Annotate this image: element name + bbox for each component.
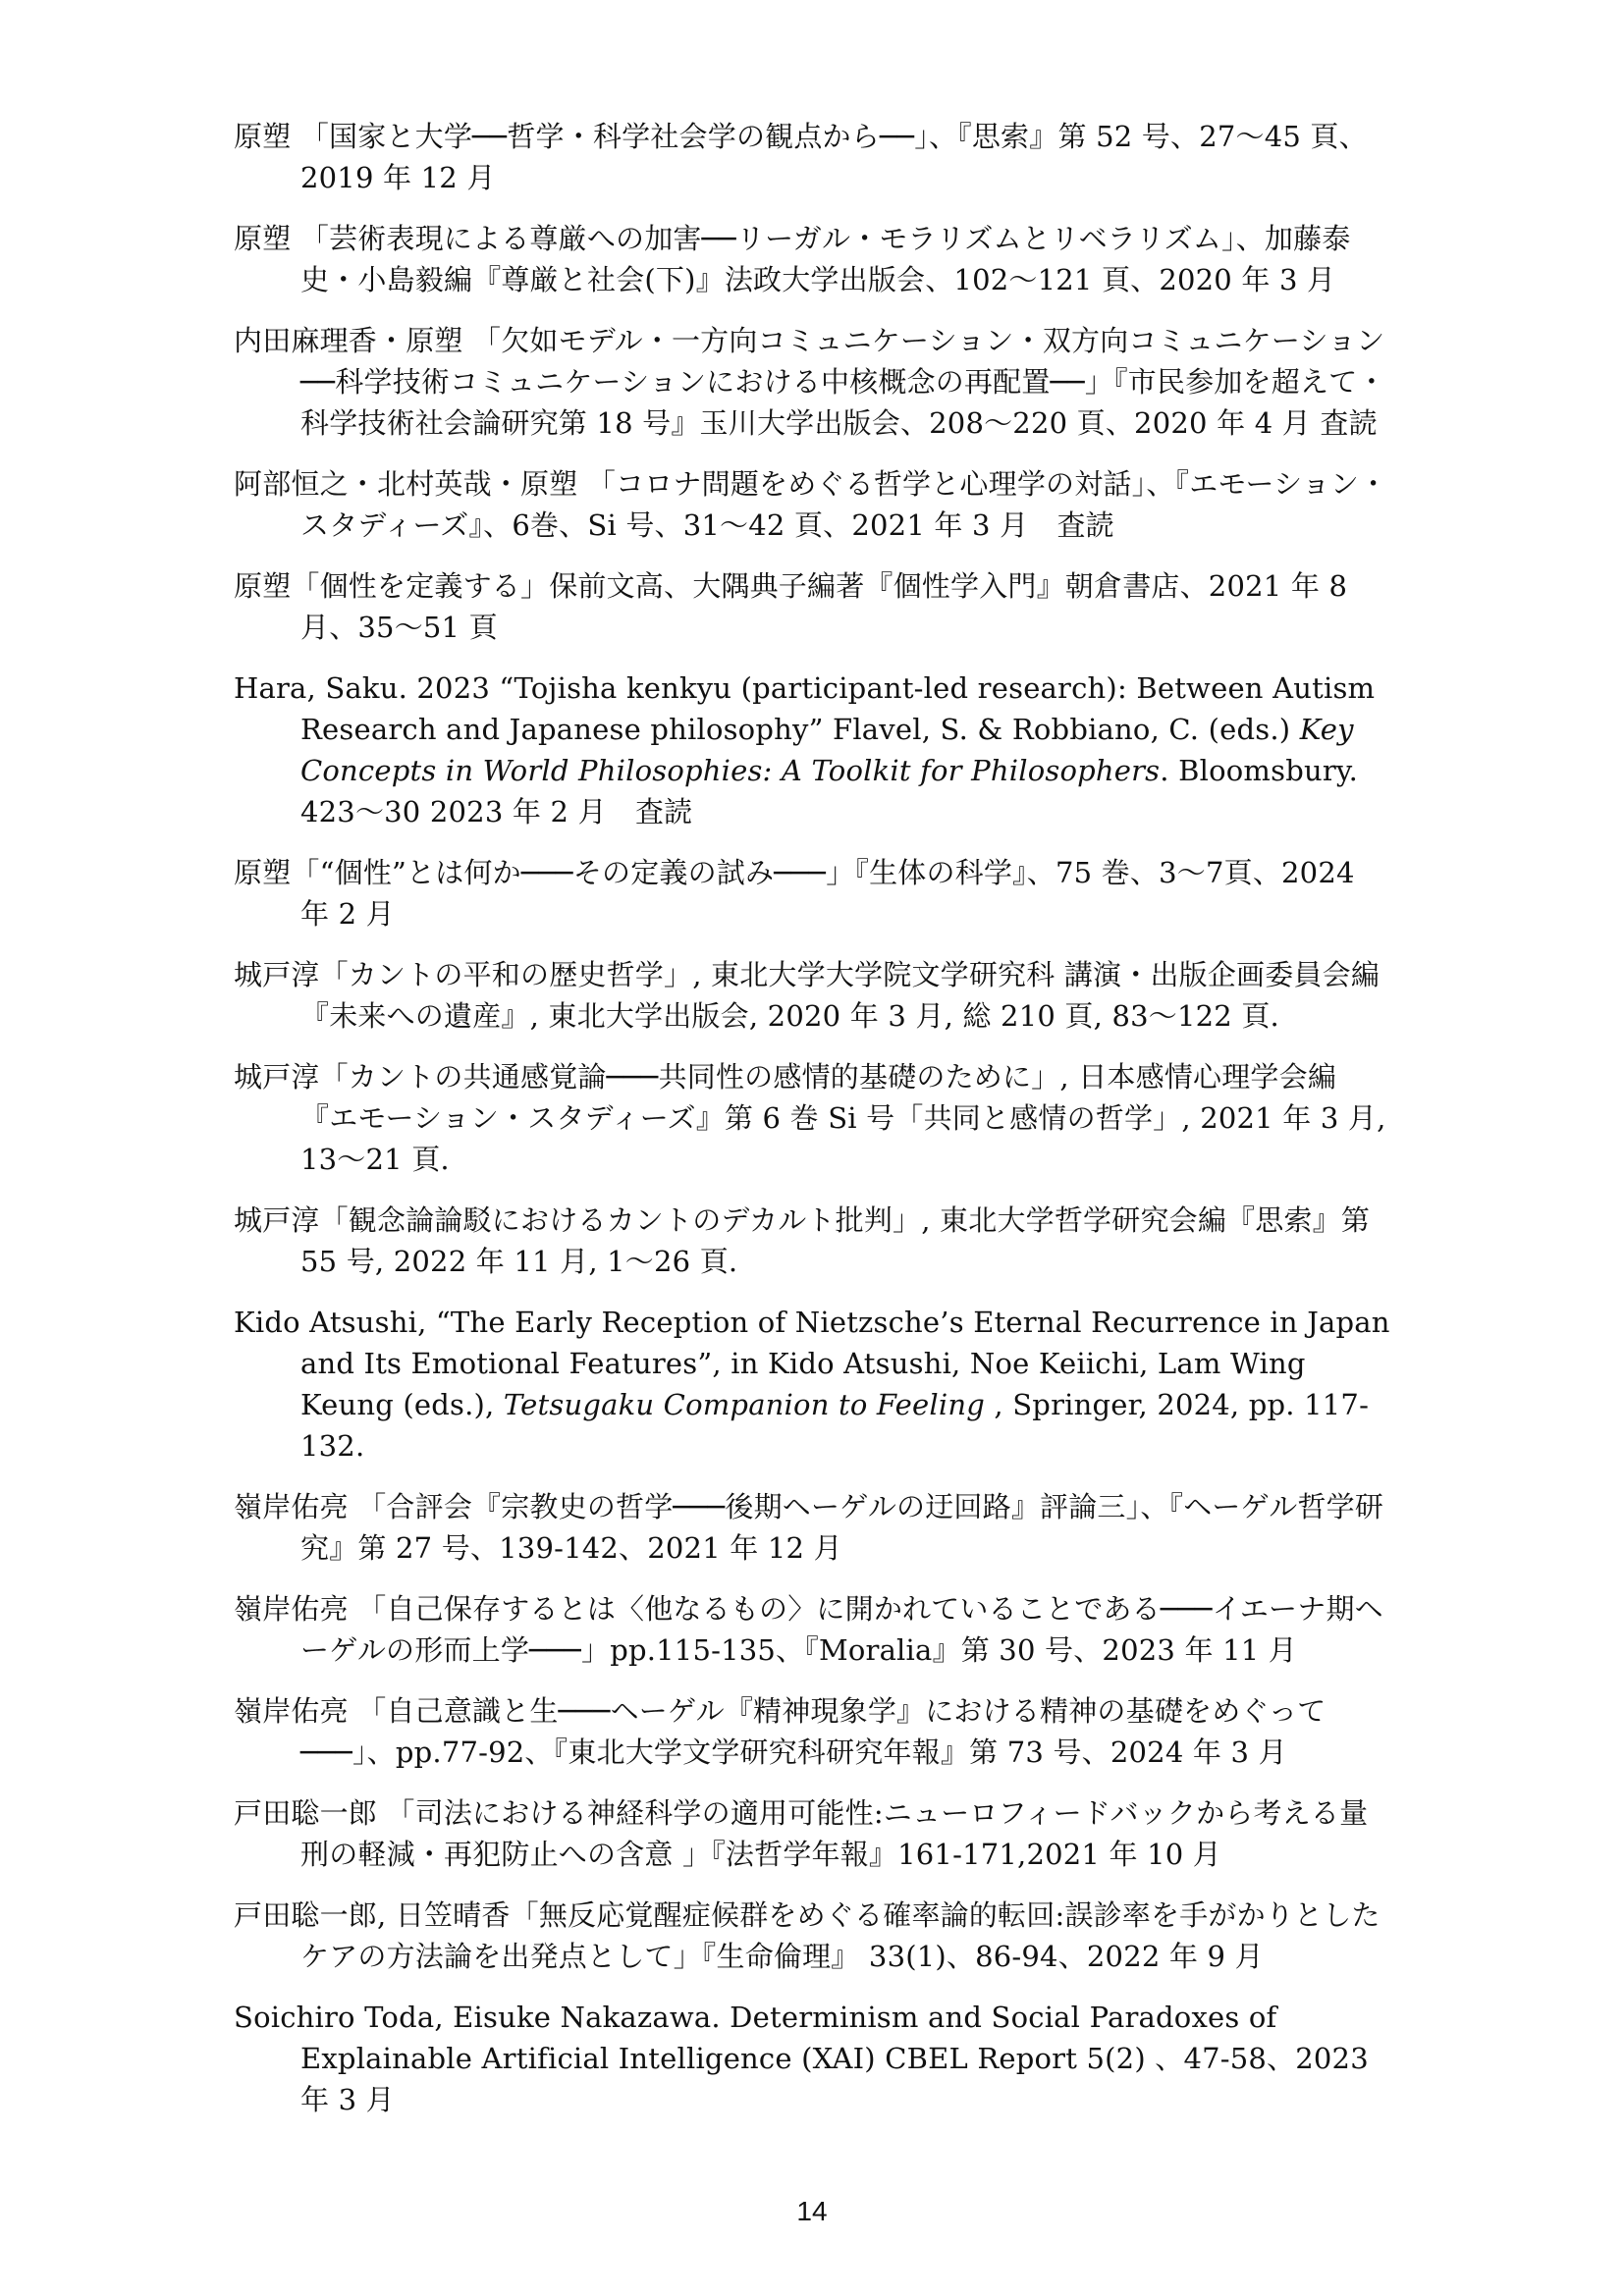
bibliography-entry: 阿部恒之・北村英哉・原塑 「コロナ問題をめぐる哲学と心理学の対話」、『エモーション・スタディーズ』、6巻、Si 号、31〜42 頁、2021 年 3 月 査読 [234,467,1388,542]
bibliography-entry: 原塑「個性を定義する」保前文高、大隅典子編著『個性学入門』朝倉書店、2021 年 8 月、35〜51 頁 [234,569,1348,644]
book-title: Tetsugaku Companion to Feeling [503,1388,985,1421]
bibliography-entry: 城戸淳「カントの共通感覚論───共同性の感情的基礎のために」, 日本感情心理学会編『エモーション・スタディーズ』第 6 巻 Si 号「共同と感情の哲学」, 2021 年 3 月, 13〜21 頁. [234,1060,1386,1176]
bibliography-list [234,116,1392,2140]
bibliography-entry: 嶺岸佑亮 「自己保存するとは〈他なるもの〉に開かれていることである───イエーナ期ヘーゲルの形而上学───」pp.115-135、『Moralia』第 30 号、2023 年 11 月 [234,1592,1383,1667]
page-number: 14 [796,2196,828,2226]
bibliography-entry: 城戸淳「観念論論駁におけるカントのデカルト批判」, 東北大学哲学研究会編『思索』第 55 号, 2022 年 11 月, 1〜26 頁. [234,1203,1371,1278]
bibliography-entry: Kido Atsushi, “The Early Reception of Nietzsche’s Eternal Recurrence in Japan and Its Emotional Features”, in Kido Atsushi, Noe Keiichi, Lam Wing Keung (eds.), Tetsugaku Companion to Feeling , Springer, 2024, pp. 117-132. [234,1306,1390,1463]
bibliography-entry: 城戸淳「カントの平和の歴史哲学」, 東北大学大学院文学研究科 講演・出版企画委員会編『未来への遺産』, 東北大学出版会, 2020 年 3 月, 総 210 頁, 83〜122 頁. [234,958,1380,1033]
bibliography-entry: 原塑 「国家と大学──哲学・科学社会学の観点から──」、『思索』第 52 号、27〜45 頁、2019 年 12 月 [234,120,1368,194]
bibliography-entry: 原塑「“個性”とは何か───その定義の試み───」『生体の科学』、75 巻、3〜7頁、2024 年 2 月 [234,856,1355,931]
bibliography-entry: 戸田聡一郎 「司法における神経科学の適用可能性:ニューロフィードバックから考える量刑の軽減・再犯防止への含意 」『法哲学年報』161-171,2021 年 10 月 [234,1796,1369,1871]
book-title: Key Concepts in World Philosophies: A Toolkit for Philosophers [300,713,1354,787]
bibliography-entry: 嶺岸佑亮 「合評会『宗教史の哲学───後期ヘーゲルの迂回路』評論三」、『ヘーゲル哲学研究』第 27 号、139-142、2021 年 12 月 [234,1490,1384,1565]
bibliography-entry: 内田麻理香・原塑 「欠如モデル・一方向コミュニケーション・双方向コミュニケーション──科学技術コミュニケーションにおける中核概念の再配置──」『市民参加を超えて・科学技術社会論研究第 18 号』玉川大学出版会、208〜220 頁、2020 年 4 月 査読 [234,324,1386,440]
bibliography-entry: 戸田聡一郎, 日笠晴香「無反応覚醒症候群をめぐる確率論的転回:誤診率を手がかりとしたケアの方法論を出発点として」『生命倫理』 33(1)、86-94、2022 年 9 月 [234,1898,1380,1973]
bibliography-entry: Hara, Saku. 2023 “Tojisha kenkyu (participant-led research): Between Autism Research and Japanese philosophy” Flavel, S. & Robbiano, C. (eds.) Key Concepts in World Philosophies: A Toolkit for Philosophers. Bloomsbury. 423〜30 2023 年 2 月 査読 [234,671,1376,828]
bibliography-entry: 原塑 「芸術表現による尊厳への加害──リーガル・モラリズムとリベラリズム」、加藤泰史・小島毅編『尊厳と社会(下)』法政大学出版会、102〜121 頁、2020 年 3 月 [234,222,1351,296]
bibliography-entry: Soichiro Toda, Eisuke Nakazawa. Determinism and Social Paradoxes of Explainable Artificial Intelligence (XAI) CBEL Report 5(2) 、47-58、2023 年 3 月 [234,2001,1369,2116]
bibliography-entry: 嶺岸佑亮 「自己意識と生───ヘーゲル『精神現象学』における精神の基礎をめぐって───」、pp.77-92、『東北大学文学研究科研究年報』第 73 号、2024 年 3 月 [234,1694,1326,1769]
